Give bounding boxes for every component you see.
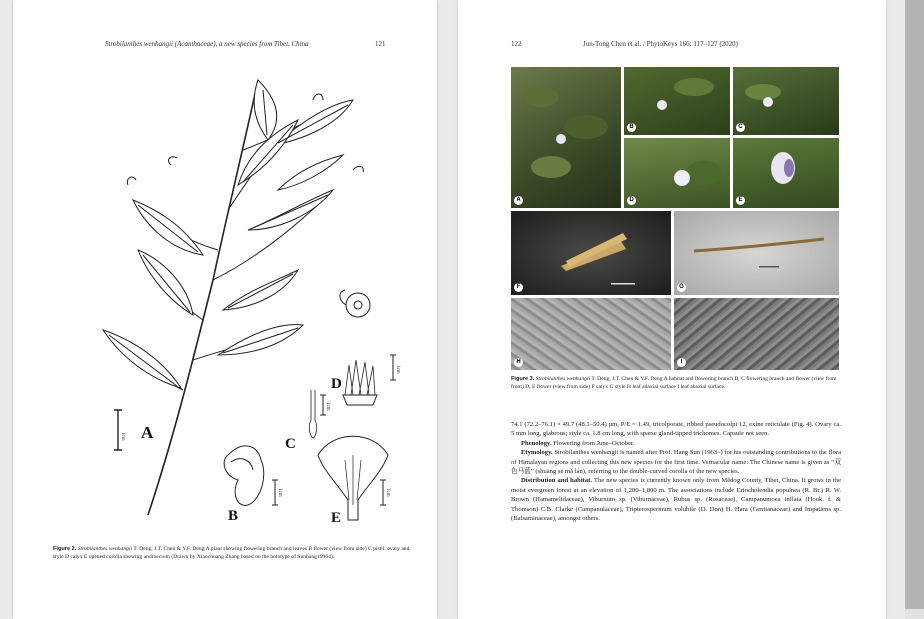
etymology-heading: Etymology. [521,449,553,457]
figure-3-text: T. Deng, J.T. Chen & Y.F. Deng A habitat and flowering branch B, C flowering branch and flower (view from front) D, E flower (view from side) F calyx G style H leaf adaxial surface I leaf abaxial surface. [511,376,837,390]
body-paragraph-pollen: 74.1 (72.2–76.1) × 49.7 (48.1–50.4) μm, P/E = 1.49, tricolporate, ribbed pseudocolpi 12, exine reticulate (Fig. 4). Ovary ca. 5 mm long, glabrous; style ca. 1.8 cm long, with sparse gland-tipped trichomes. Capsule not seen. [511,421,841,438]
figure-label-c: C [285,436,296,452]
scale-label-a: 1cm [120,432,125,441]
scale-label-c: 1cm [325,402,330,411]
phenology-text: Flowering from June–October. [553,439,635,447]
botanical-illustration [53,60,403,530]
scale-label-e: 1cm [385,488,390,497]
etymology-text: Strobilanthes wenhangii is named after Prof. Hang Sun (1963–) for his outstanding contributions to the flora of Himalayan regions and collecting this new species for the first time. Vernacular name: The Chinese name is given as “双色马蓝” (shuāng sè mǎ lán), referring to the double-curved corolla of the new species. [511,449,841,476]
figure-3-label: Figure 3. [511,376,535,382]
body-text [511,420,841,523]
photo-f [511,211,671,295]
photo-label-a: A [514,196,523,205]
body-paragraph-phenology [511,439,841,448]
left-running-head: Strobilanthes wenhangii (Acanthaceae), a new species from Tibet, China [105,40,309,48]
photo-a-foliage [511,67,621,208]
photo-b [624,67,730,135]
photo-d [624,138,730,208]
photo-label-i: I [677,358,686,367]
photo-label-c: C [736,123,745,132]
photo-e [733,138,839,208]
left-page-number: 121 [375,40,386,48]
photo-label-h: H [514,358,523,367]
photo-h [511,298,671,370]
photo-b-flower [624,67,730,135]
photo-f-calyx [511,211,671,295]
photo-e-flower [733,138,839,208]
photo-c-flower [733,67,839,135]
figure-label-e: E [331,510,342,526]
figure-2-species: Strobilanthes wenhangii [77,546,133,552]
figure-2-text: T. Deng, J.T. Chen & Y.F. Deng A plant showing flowering branch and leaves B flower (view from side) C pistil, ovary and style D calyx E opened corolla showing androecium (Drawn by Xiaochuang Zhang based on the holotype of Sunhang19964). [53,546,410,560]
photo-a [511,67,621,208]
figure-2-caption [53,545,413,561]
figure-label-a: A [141,423,154,442]
right-running-head: Jun-Tong Chen et al. / PhytoKeys 166: 117–127 (2020) [583,40,738,48]
photo-d-flower [624,138,730,208]
scrollbar-thumb[interactable] [905,0,924,609]
photo-label-g: G [677,283,686,292]
scale-label-b: 1cm [277,488,282,497]
figure-3-caption [511,375,841,391]
photo-label-f: F [514,283,523,292]
figure-label-d: D [331,376,342,392]
phenology-heading: Phenology. [521,439,552,447]
figure-3-species: Strobilanthes wenhangii [535,376,591,382]
figure-label-b: B [228,508,239,524]
photo-i [674,298,839,370]
photo-c [733,67,839,135]
photo-label-d: D [627,196,636,205]
scale-label-d: 1cm [395,365,400,374]
right-page-number: 122 [511,40,522,48]
body-paragraph-etymology [511,448,841,476]
distribution-heading: Distribution and habitat. [521,477,592,485]
photo-label-b: B [627,123,636,132]
figure-2-label: Figure 2. [53,546,77,552]
photo-g-style [674,211,839,295]
photo-label-e: E [736,196,745,205]
right-page [458,0,886,619]
photo-g [674,211,839,295]
left-page [13,0,437,619]
distribution-text: The new species is currently known only from Mêdog County, Tibet, China. It grows in the moist evergreen forest at an elevation of 1,200–1,800 m. The associations include Eriocholendia populnea (R. Br.) R. W. Brown (Hamamelidaceae), Viburnum sp. (Viburnaceae), Rubus sp. (Rosaceae), Campanumoea inflata (Hook. f. & Thomson) C.B. Clarke (Campanulaceae), Tripterospermum volubile (D. Don) H. Hara (Gentianaceae) and Impatiens sp. (Balsaminaceae), amongst others. [511,477,841,523]
body-paragraph-distribution [511,476,841,523]
